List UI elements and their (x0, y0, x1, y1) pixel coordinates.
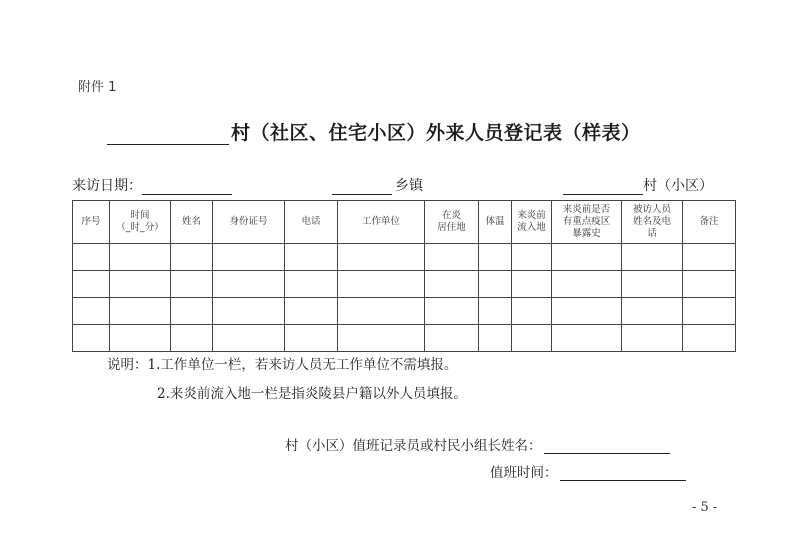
table-header-row (73, 201, 736, 244)
table-cell[interactable] (285, 298, 338, 325)
recorder-blank (544, 437, 670, 454)
header-cell: 被访人员 姓名及电 话 (622, 201, 683, 244)
note-line-2: 2.来炎前流入地一栏是指炎陵县户籍以外人员填报。 (157, 386, 467, 402)
table-cell[interactable] (479, 298, 512, 325)
table-row (73, 298, 736, 325)
table-cell[interactable] (285, 244, 338, 271)
form-title-row (107, 118, 641, 145)
header-cell: 体温 (479, 201, 512, 244)
header-cell: 时间 （_时_分） (110, 201, 171, 244)
table-cell[interactable] (552, 271, 622, 298)
table-row (73, 271, 736, 298)
header-cell: 来炎前 流入地 (512, 201, 552, 244)
form-title: 村（社区、住宅小区）外来人员登记表（样表） (231, 122, 641, 144)
table-cell[interactable] (622, 271, 683, 298)
table-cell[interactable] (425, 271, 479, 298)
table-cell[interactable] (338, 271, 425, 298)
table-cell[interactable] (622, 325, 683, 352)
table-row (73, 244, 736, 271)
table-cell[interactable] (171, 298, 213, 325)
duty-time-field (490, 461, 686, 481)
header-cell: 电话 (285, 201, 338, 244)
table-cell[interactable] (110, 271, 171, 298)
table-cell[interactable] (425, 325, 479, 352)
table-cell[interactable] (213, 298, 285, 325)
table-cell[interactable] (683, 325, 736, 352)
table-cell[interactable] (171, 244, 213, 271)
header-cell: 来炎前是否 有重点疫区 暴露史 (552, 201, 622, 244)
note-line-1: 说明：1.工作单位一栏，若来访人员无工作单位不需填报。 (107, 357, 458, 373)
table-cell[interactable] (213, 244, 285, 271)
table-cell[interactable] (512, 325, 552, 352)
header-cell: 身份证号 (213, 201, 285, 244)
table-cell[interactable] (338, 244, 425, 271)
table-cell[interactable] (552, 244, 622, 271)
village-field (563, 175, 713, 195)
recorder-signature-field (285, 434, 670, 454)
table-cell[interactable] (338, 298, 425, 325)
township-label: 乡镇 (395, 178, 423, 194)
table-cell[interactable] (479, 325, 512, 352)
attachment-label: 附件 1 (78, 80, 117, 95)
recorder-label: 村（小区）值班记录员或村民小组长姓名： (285, 438, 542, 454)
meta-row (0, 175, 800, 197)
page-number: - 5 - (692, 500, 718, 515)
duty-time-blank (560, 464, 686, 481)
table-cell[interactable] (622, 244, 683, 271)
township-field (332, 175, 423, 195)
title-blank-line (107, 122, 229, 145)
table-cell[interactable] (285, 325, 338, 352)
table-cell[interactable] (425, 298, 479, 325)
table-cell[interactable] (683, 271, 736, 298)
village-label: 村（小区） (643, 178, 713, 194)
table-cell[interactable] (512, 244, 552, 271)
visit-date-label: 来访日期： (72, 178, 142, 194)
table-cell[interactable] (285, 271, 338, 298)
table-cell[interactable] (683, 244, 736, 271)
table-cell[interactable] (213, 271, 285, 298)
table-cell[interactable] (512, 271, 552, 298)
table-cell[interactable] (512, 298, 552, 325)
table-cell[interactable] (73, 325, 110, 352)
table-cell[interactable] (73, 244, 110, 271)
header-cell: 在炎 居住地 (425, 201, 479, 244)
duty-time-label: 值班时间： (490, 465, 558, 481)
header-cell: 工作单位 (338, 201, 425, 244)
registration-table (72, 200, 736, 352)
table-cell[interactable] (552, 325, 622, 352)
table-cell[interactable] (171, 325, 213, 352)
table-cell[interactable] (213, 325, 285, 352)
table-cell[interactable] (425, 244, 479, 271)
table-row (73, 325, 736, 352)
header-cell: 姓名 (171, 201, 213, 244)
township-blank (332, 178, 392, 195)
table-cell[interactable] (338, 325, 425, 352)
village-blank (563, 178, 643, 195)
table-cell[interactable] (73, 298, 110, 325)
table-cell[interactable] (552, 298, 622, 325)
table-cell[interactable] (73, 271, 110, 298)
table-cell[interactable] (479, 271, 512, 298)
header-cell: 序号 (73, 201, 110, 244)
table-cell[interactable] (110, 325, 171, 352)
visit-date-field (72, 175, 232, 195)
table-cell[interactable] (171, 271, 213, 298)
visit-date-blank (142, 178, 232, 195)
table-cell[interactable] (479, 244, 512, 271)
table-cell[interactable] (683, 298, 736, 325)
table-cell[interactable] (110, 244, 171, 271)
header-cell: 备注 (683, 201, 736, 244)
table-cell[interactable] (622, 298, 683, 325)
table-body (73, 244, 736, 352)
table-cell[interactable] (110, 298, 171, 325)
